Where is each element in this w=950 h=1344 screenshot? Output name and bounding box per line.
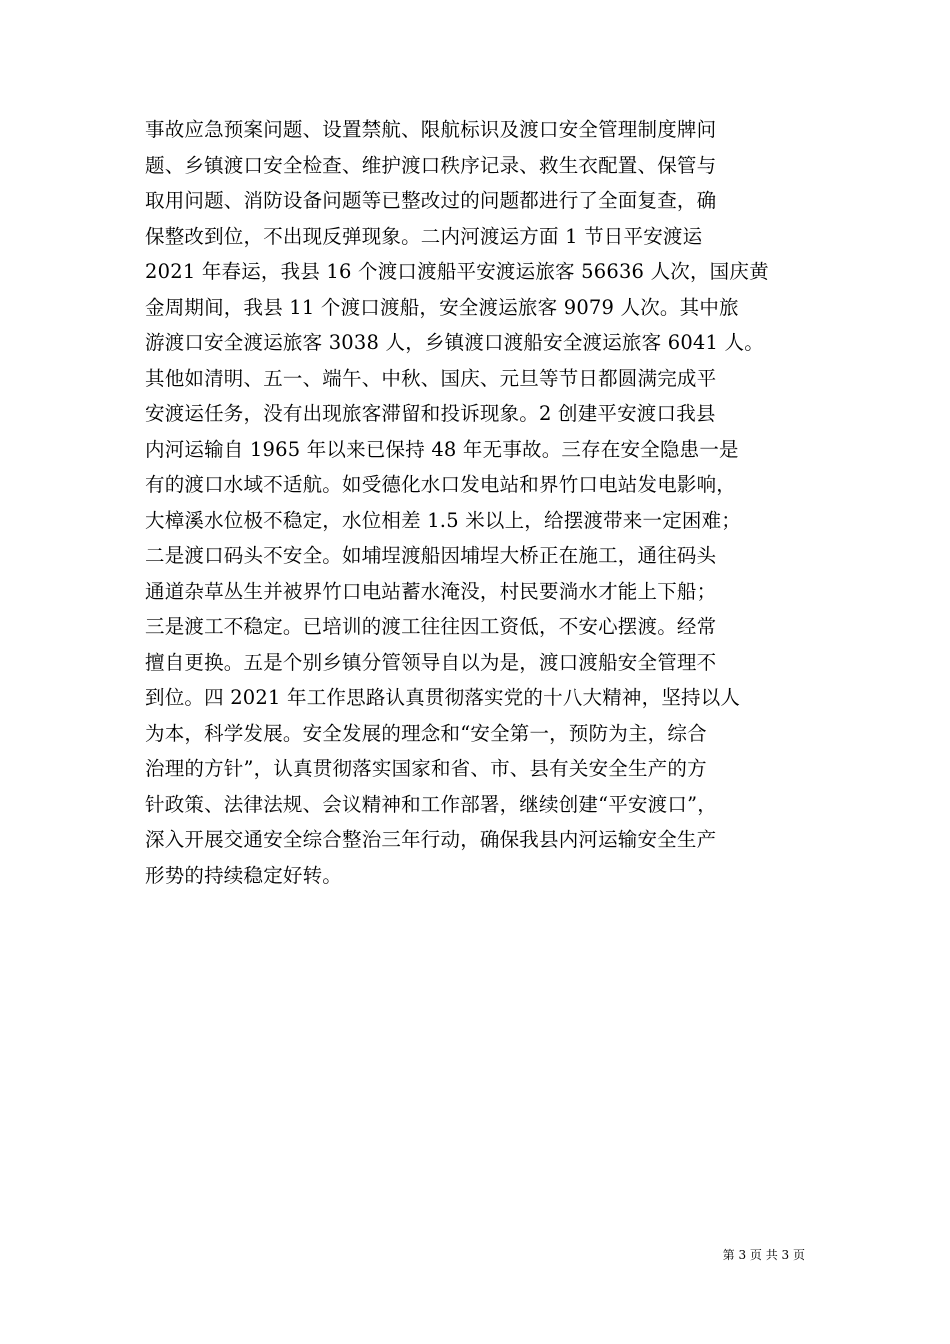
text-line: 2021 年春运，我县 16 个渡口渡船平安渡运旅客 56636 人次，国庆黄 [145, 260, 769, 283]
text-line: 治理的方针”，认真贯彻落实国家和省、市、县有关安全生产的方 [145, 757, 707, 780]
text-line: 三是渡工不稳定。已培训的渡工往往因工资低，不安心摆渡。经常 [145, 615, 717, 638]
text-line: 金周期间，我县 11 个渡口渡船，安全渡运旅客 9079 人次。其中旅 [145, 295, 739, 319]
text-line: 大樟溪水位极不稳定，水位相差 1.5 米以上，给摆渡带来一定困难； [145, 508, 742, 532]
text-line: 有的渡口水域不适航。如受德化水口发电站和界竹口电站发电影响， [145, 473, 737, 496]
text-line: 事故应急预案问题、设置禁航、限航标识及渡口安全管理制度牌问 [145, 118, 717, 141]
text-line: 安渡运任务，没有出现旅客滞留和投诉现象。2 创建平安渡口我县 [145, 402, 716, 425]
page-number-footer: 第 3 页 共 3 页 [722, 1248, 805, 1262]
body-text [145, 112, 845, 893]
text-line: 深入开展交通安全综合整治三年行动，确保我县内河运输安全生产 [145, 828, 717, 851]
text-line: 擅自更换。五是个别乡镇分管领导自以为是，渡口渡船安全管理不 [145, 650, 717, 674]
text-line: 到位。四 2021 年工作思路认真贯彻落实党的十八大精神，坚持以人 [145, 686, 741, 709]
text-line: 针政策、法律法规、会议精神和工作部署，继续创建“平安渡口”， [145, 792, 717, 816]
text-line: 通道杂草丛生并被界竹口电站蓄水淹没，村民要淌水才能上下船； [145, 579, 717, 603]
text-line: 保整改到位，不出现反弹现象。二内河渡运方面 1 节日平安渡运 [145, 224, 703, 248]
text-line: 内河运输自 1965 年以来已保持 48 年无事故。三存在安全隐患一是 [145, 437, 739, 461]
text-line: 为本，科学发展。安全发展的理念和“安全第一，预防为主，综合 [145, 721, 707, 745]
text-line: 游渡口安全渡运旅客 3038 人，乡镇渡口渡船安全渡运旅客 6041 人。 [145, 331, 764, 354]
text-line: 形势的持续稳定好转。 [145, 863, 343, 887]
text-line: 其他如清明、五一、端午、中秋、国庆、元旦等节日都圆满完成平 [145, 366, 717, 390]
text-line: 题、乡镇渡口安全检查、维护渡口秩序记录、救生衣配置、保管与 [145, 153, 717, 177]
text-line: 取用问题、消防设备问题等已整改过的问题都进行了全面复查，确 [145, 189, 717, 212]
text-line: 二是渡口码头不安全。如埔埕渡船因埔埕大桥正在施工，通往码头 [145, 544, 717, 567]
